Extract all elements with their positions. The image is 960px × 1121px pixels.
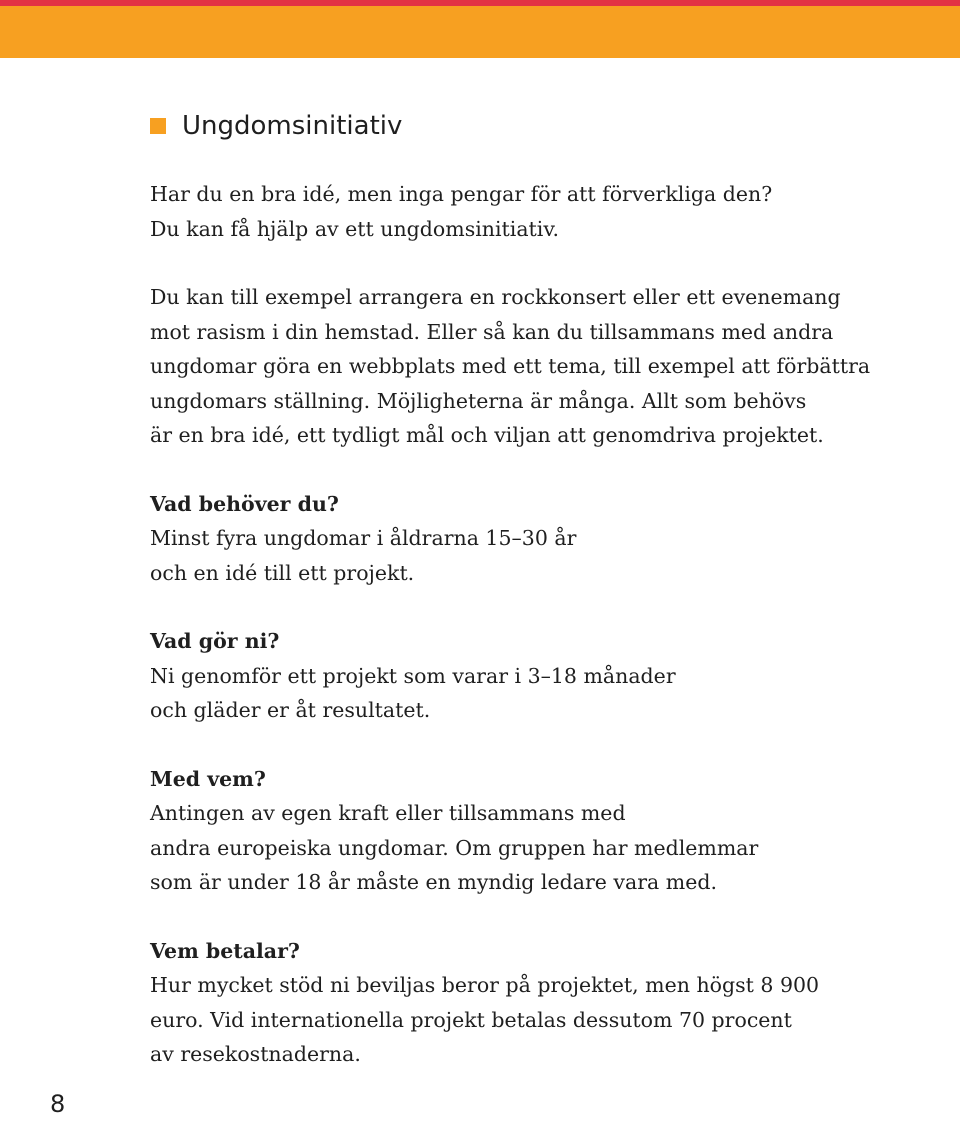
section-do: [150, 624, 930, 728]
section-line: andra europeiska ungdomar. Om gruppen har medlemmar: [150, 835, 759, 860]
example-line: Du kan till exempel arrangera en rockkonsert eller ett evenemang: [150, 285, 841, 309]
section-line: av resekostnaderna.: [150, 1042, 361, 1066]
square-bullet-icon: [150, 118, 166, 134]
section-line: Ni genomför ett projekt som varar i 3–18 månader: [150, 663, 676, 688]
section-with-whom: [150, 762, 930, 900]
intro-paragraph: [150, 177, 930, 246]
intro-line: Du kan få hjälp av ett ungdomsinitiativ.: [150, 216, 560, 241]
example-line: ungdomar göra en webbplats med ett tema, till exempel att förbättra: [150, 354, 871, 378]
section-heading: [150, 106, 402, 146]
page-title: Ungdomsinitiativ: [182, 111, 403, 141]
section-line: och en idé till ett projekt.: [150, 560, 415, 585]
page-number: 8: [50, 1090, 66, 1118]
example-line: är en bra idé, ett tydligt mål och viljan att genomdriva projektet.: [150, 423, 824, 447]
section-title: Vem betalar?: [150, 938, 300, 963]
section-line: Antingen av egen kraft eller tillsammans med: [150, 801, 626, 825]
example-line: ungdomars ställning. Möjligheterna är många. Allt som behövs: [150, 388, 807, 413]
body-text: [150, 177, 930, 1072]
section-line: som är under 18 år måste en myndig ledare vara med.: [150, 870, 717, 894]
example-line: mot rasism i din hemstad. Eller så kan du tillsammans med andra: [150, 319, 834, 344]
section-line: Minst fyra ungdomar i åldrarna 15–30 år: [150, 526, 577, 550]
section-title: Vad gör ni?: [150, 629, 280, 653]
intro-line: Har du en bra idé, men inga pengar för att förverkliga den?: [150, 182, 773, 206]
example-paragraph: [150, 280, 930, 453]
section-need: [150, 487, 930, 591]
section-line: Hur mycket stöd ni beviljas beror på projektet, men högst 8 900: [150, 973, 820, 997]
section-title: Vad behöver du?: [150, 491, 339, 516]
section-who-pays: [150, 934, 930, 1072]
section-line: euro. Vid internationella projekt betalas dessutom 70 procent: [150, 1007, 792, 1032]
section-title: Med vem?: [150, 766, 266, 791]
section-line: och gläder er åt resultatet.: [150, 698, 431, 722]
top-orange-band: [0, 6, 960, 58]
